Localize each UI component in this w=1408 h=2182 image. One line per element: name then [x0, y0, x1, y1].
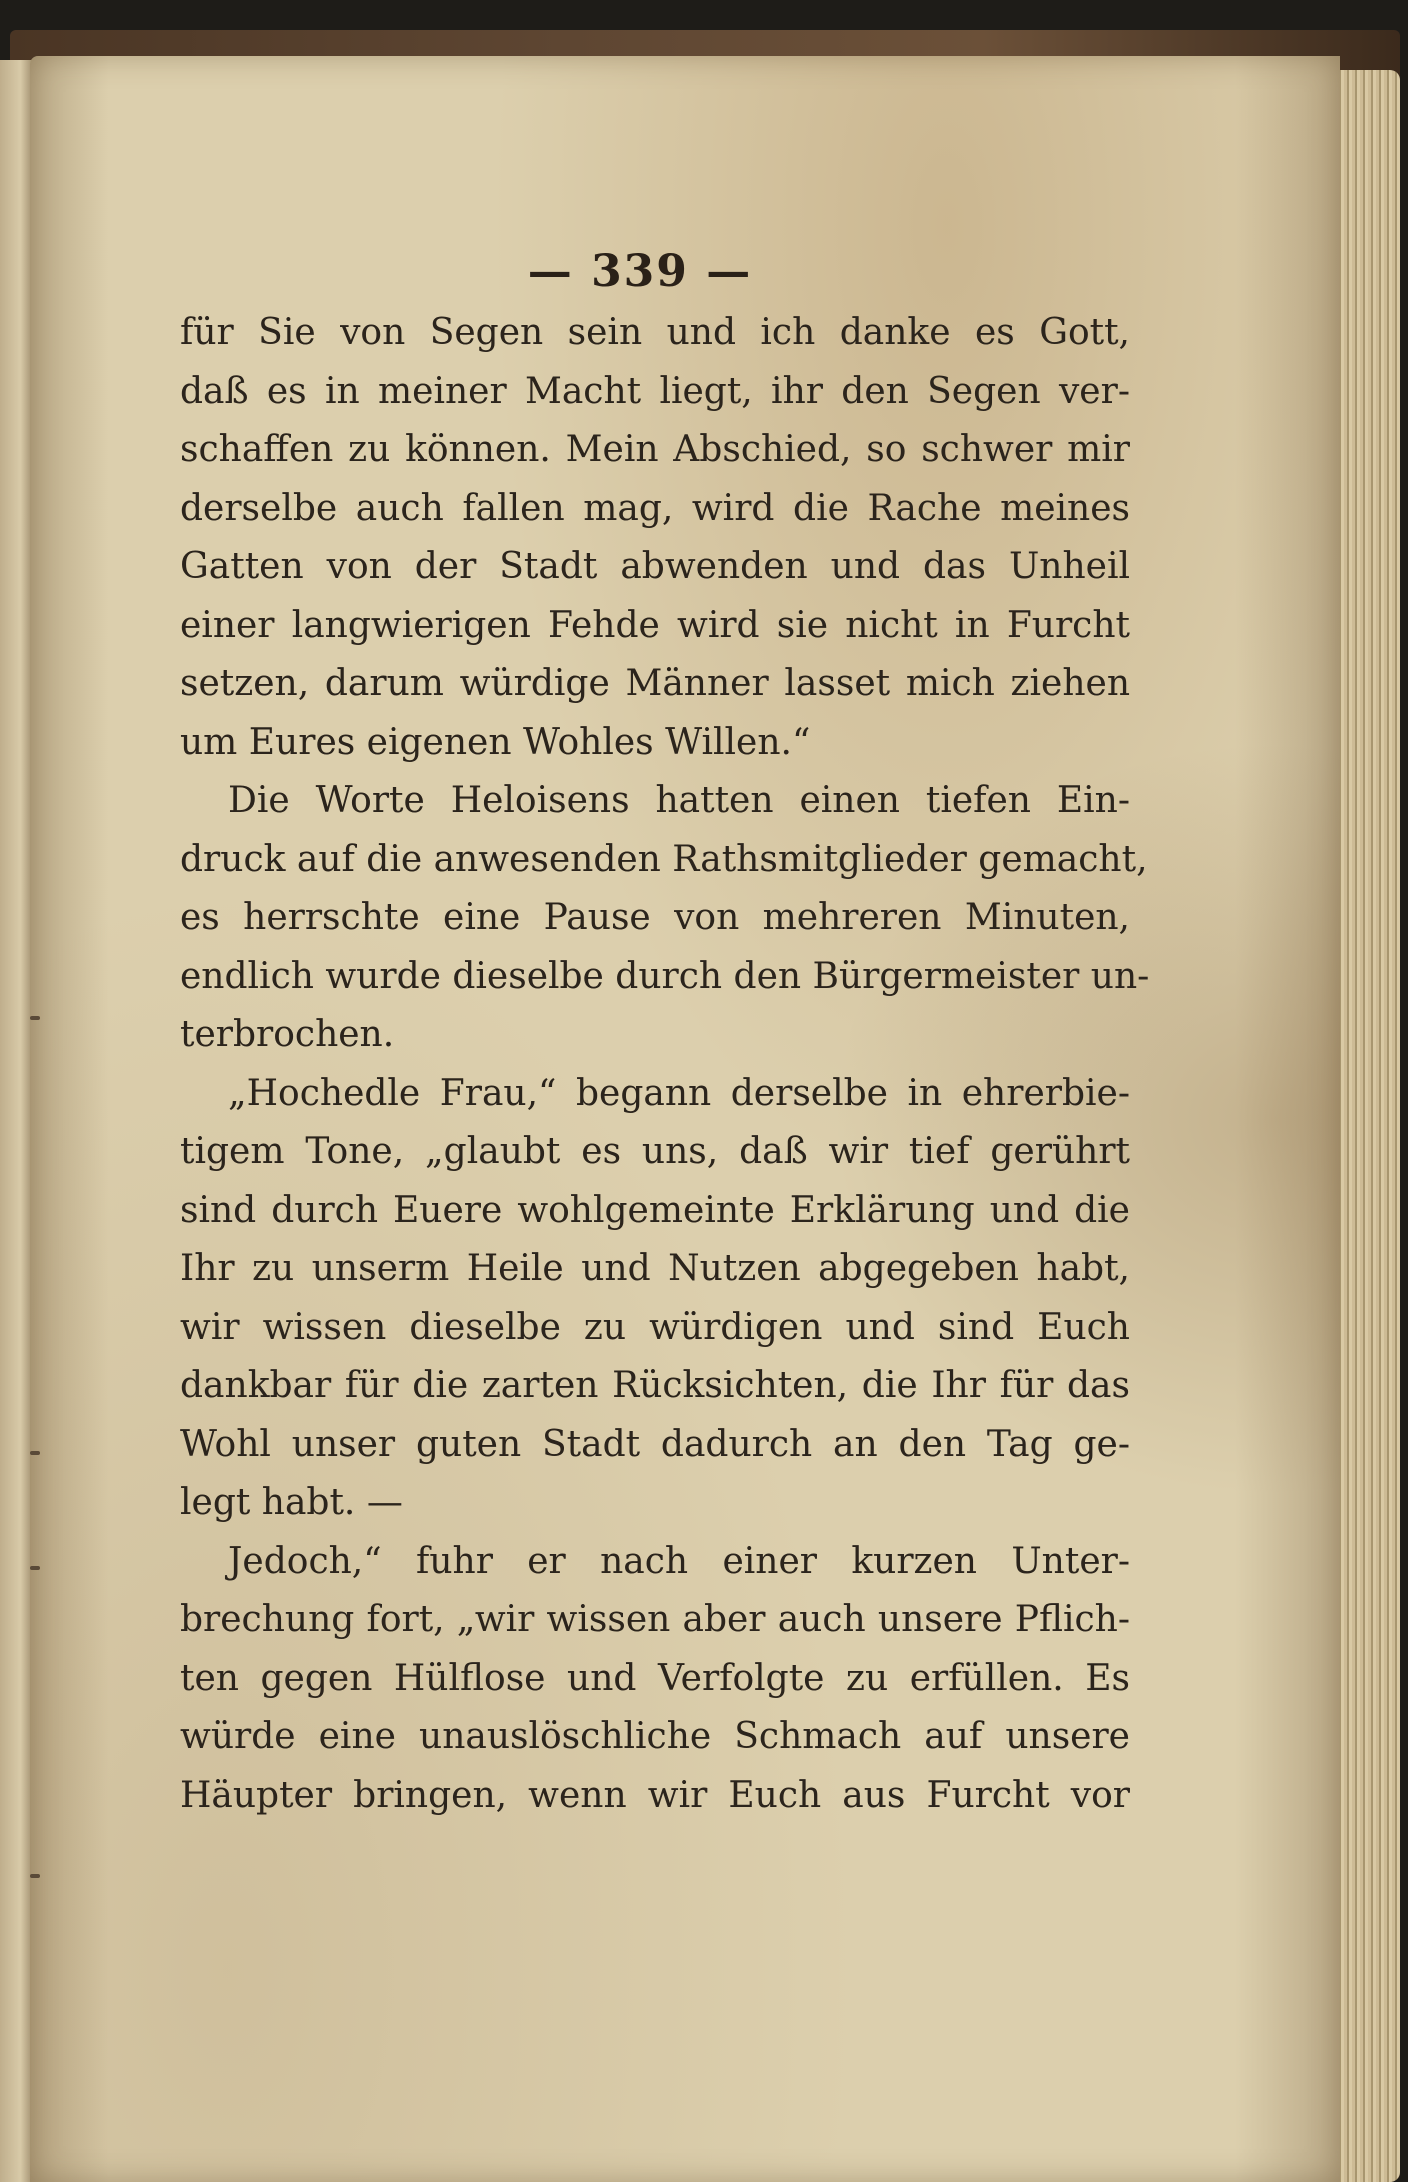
- margin-mark: [30, 1451, 40, 1455]
- body-text: [180, 304, 1150, 1825]
- book-page: [30, 56, 1340, 2182]
- text-line: daß es in meiner Macht liegt, ihr den Segen ver-: [180, 370, 1130, 412]
- text-line: legt habt. —: [180, 1482, 403, 1523]
- page-number: — 339 —: [527, 246, 753, 297]
- text-line: brechung fort, „wir wissen aber auch unsere Pflich-: [180, 1599, 1130, 1640]
- text-line: derselbe auch fallen mag, wird die Rache meines: [180, 487, 1130, 529]
- text-line: dankbar für die zarten Rücksichten, die Ihr für das: [180, 1365, 1130, 1406]
- text-line: setzen, darum würdige Männer lasset mich ziehen: [180, 663, 1130, 704]
- text-line: druck auf die anwesenden Rathsmitglieder gemacht,: [180, 838, 1148, 880]
- text-line: endlich wurde dieselbe durch den Bürgermeister un-: [180, 955, 1150, 997]
- margin-mark: [30, 1874, 40, 1878]
- text-line: tigem Tone, „glaubt es uns, daß wir tief gerührt: [180, 1131, 1130, 1172]
- text-line: für Sie von Segen sein und ich danke es Gott,: [180, 312, 1130, 353]
- text-line: Jedoch,“ fuhr er nach einer kurzen Unter-: [228, 1540, 1130, 1582]
- text-line: sind durch Euere wohlgemeinte Erklärung und die: [180, 1189, 1130, 1231]
- text-line: ten gegen Hülflose und Verfolgte zu erfüllen. Es: [180, 1657, 1130, 1699]
- text-line: Die Worte Heloisens hatten einen tiefen Ein-: [228, 780, 1130, 821]
- text-line: Häupter bringen, wenn wir Euch aus Furcht vor: [180, 1774, 1130, 1816]
- margin-mark: [30, 1566, 40, 1570]
- text-line: Wohl unser guten Stadt dadurch an den Tag ge-: [180, 1423, 1130, 1465]
- text-line: es herrschte eine Pause von mehreren Minuten,: [180, 897, 1130, 938]
- text-line: terbrochen.: [180, 1014, 395, 1055]
- text-line: Gatten von der Stadt abwenden und das Unheil: [180, 546, 1130, 587]
- text-line: schaffen zu können. Mein Abschied, so schwer mir: [180, 429, 1130, 470]
- text-line: würde eine unauslöschliche Schmach auf unsere: [180, 1716, 1130, 1757]
- text-line: einer langwierigen Fehde wird sie nicht in Furcht: [180, 604, 1130, 646]
- text-line: Ihr zu unserm Heile und Nutzen abgegeben habt,: [180, 1248, 1130, 1289]
- text-line: „Hochedle Frau,“ begann derselbe in ehrerbie-: [228, 1072, 1130, 1114]
- text-line: um Eures eigenen Wohles Willen.“: [180, 721, 811, 763]
- margin-mark: [30, 1016, 40, 1020]
- text-line: wir wissen dieselbe zu würdigen und sind Euch: [180, 1306, 1130, 1348]
- facing-page-edge: [0, 60, 34, 2182]
